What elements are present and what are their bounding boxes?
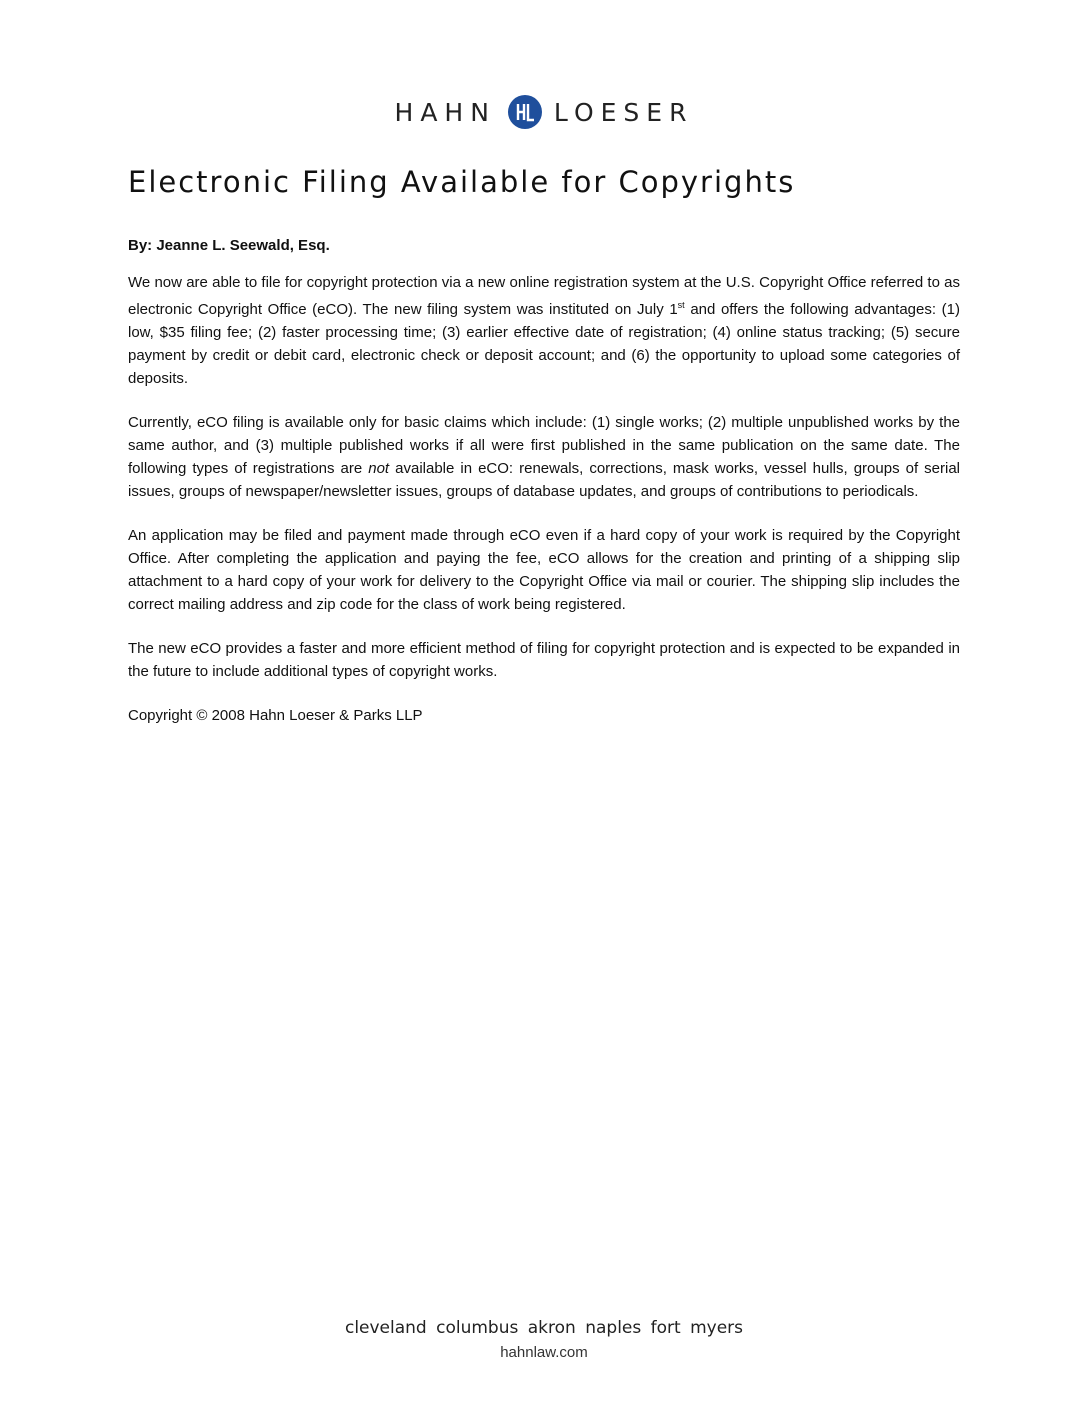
hl-monogram-icon [513,100,537,124]
paragraph-intro-text-a: We now are able to file for copyright protection via a new online registration system at the U.S. Copyright Office referred to as electronic Copyright Office (eCO). The new filing system was instituted on July 1 [128,274,960,318]
logo-word-loeser: LOESER [553,97,694,127]
author-byline: By: Jeanne L. Seewald, Esq. [128,237,330,254]
logo-word-hahn: HAHN [394,97,496,127]
paragraph-availability [128,411,960,503]
paragraph-application: An application may be filed and payment made through eCO even if a hard copy of your work is required by the Copyright Office. After completing the application and paying the fee, eCO allows for the creation and printing of a shipping slip attachment to a hard copy of your work for delivery to the Copyright Office via mail or courier. The shipping slip includes the correct mailing address and zip code for the class of work being registered. [128,527,960,613]
paragraph-conclusion: The new eCO provides a faster and more efficient method of filing for copyright protection and is expected to be expanded in the future to include additional types of copyright works. [128,640,960,680]
footer-website-link[interactable]: hahnlaw.com [500,1344,588,1361]
footer-office-locations: cleveland columbus akron naples fort myers [344,1318,744,1338]
article-body [128,234,960,748]
copyright-notice: Copyright © 2008 Hahn Loeser & Parks LLP [128,707,423,724]
paragraph-intro [128,271,960,390]
emphasis-not: not [368,460,390,477]
paragraph-availability-text-a: Currently, eCO filing is available only for basic claims which include: (1) single works; (2) multiple unpublished works by the same author, and (3) multiple published works if all were first published in the same publication on the same date. The following types of registrations are [128,414,960,477]
logo-monogram-icon [508,95,542,129]
paragraph-availability-text-b: available in eCO: renewals, corrections, mask works, vessel hulls, groups of serial issues, groups of newspaper/newsletter issues, groups of database updates, and groups of contributions to periodicals. [128,460,960,500]
firm-logo [0,95,1088,129]
paragraph-intro-text-b: and offers the following advantages: (1) low, $35 filing fee; (2) faster processing time; (3) earlier effective date of registration; (4) online status tracking; (5) secure payment by credit or debit card, electronic check or deposit account; and (6) the opportunity to upload some categories of deposits. [128,301,960,387]
ordinal-superscript: st [677,300,685,310]
page-title: Electronic Filing Available for Copyrights [128,165,796,199]
